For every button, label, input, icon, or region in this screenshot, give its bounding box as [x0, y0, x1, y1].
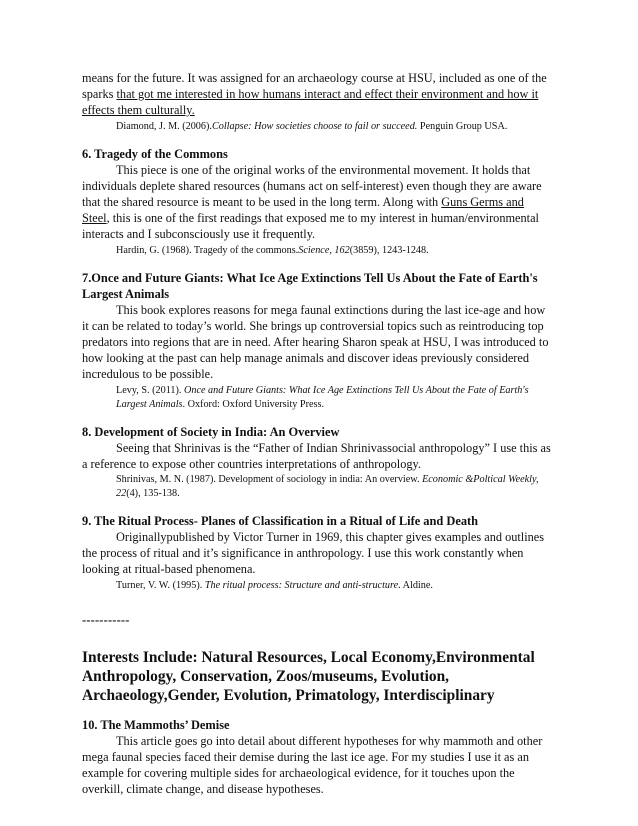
citation-shrinivas — [82, 473, 552, 501]
citation-diamond — [82, 120, 552, 134]
interests-heading: Interests Include: Natural Resources, Local Economy,Environmental Anthropology, Conservation, Zoos/museums, Evolution, Archaeology,Gender, Evolution, Primatology, Interdisciplinary — [82, 648, 535, 704]
section-heading-9: 9. The Ritual Process- Planes of Classification in a Ritual of Life and Death — [82, 514, 479, 529]
section-body-9: Originallypublished by Victor Turner in 1969, this chapter gives examples and outlines the process of ritual and it’s significance in anthropology. I use this work constantly when looking at ritual-based phenomena. — [82, 530, 545, 577]
citation-text: Hardin, G. (1968). Tragedy of the commons. — [116, 244, 299, 256]
citation-publisher: . Aldine. — [398, 579, 433, 591]
citation-title: Once and Future Giants: What Ice Age Extinctions Tell Us About the Fate of Earth's Largest Animals — [116, 384, 529, 410]
citation-turner — [82, 579, 552, 593]
citation-title: The ritual process: Structure and anti-structure — [204, 579, 399, 591]
citation-pages: (4), 135-138. — [126, 488, 180, 500]
intro-paragraph — [82, 70, 552, 119]
citation-journal: Economic &Poltical Weekly, 22 — [116, 474, 539, 500]
separator: ----------- — [82, 612, 130, 627]
intro-underlined-text: that got me interested in how humans interact and effect their environment and how it effects them culturally. — [82, 87, 539, 118]
body-text: , this is one of the first readings that exposed me to my interest in human/environmental interacts and I subconsciously use it frequently. — [82, 211, 539, 242]
citation-text: Shrinivas, M. N. (1987). Development of sociology in india: An overview. — [116, 474, 423, 486]
citation-journal: Science, 162 — [298, 244, 350, 256]
document-page — [82, 70, 552, 797]
citation-text: Diamond, J. M. (2006). — [116, 120, 212, 132]
citation-title: Collapse: How societies choose to fail or succeed. — [211, 120, 418, 132]
section-body-7: This book explores reasons for mega faunal extinctions during the last ice-age and how it can be related to today’s world. She brings up controversial topics such as reintroducing top predators into regions that are in need. After hearing Sharon speak at HSU, I was introduced to how looking at the past can help manage animals and discover ideas previously considered incredulous to be possible. — [82, 302, 549, 382]
section-body-6 — [82, 162, 552, 243]
citation-hardin — [82, 244, 552, 258]
section-heading-8: 8. Development of Society in India: An Overview — [82, 424, 340, 439]
section-body-10: This article goes go into detail about different hypotheses for why mammoth and other mega faunal species faced their demise during the last ice age. For my studies I use it as an example for covering multiple sides for archaeological evidence, for it touches upon the overkill, climate change, and disease hypotheses. — [82, 733, 543, 797]
section-body-8: Seeing that Shrinivas is the “Father of Indian Shrinivassocial anthropology” I use this as a reference to expose other countries interpretations of anthropology. — [82, 440, 551, 471]
citation-text: Turner, V. W. (1995). — [116, 579, 205, 591]
underlined-title: Guns Germs and Steel — [82, 195, 524, 226]
section-heading-10: 10. The Mammoths’ Demise — [82, 717, 230, 732]
citation-text: Levy, S. (2011). — [116, 384, 184, 396]
body-text: This piece is one of the original works of the environmental movement. It holds that individuals deplete shared resources (humans act on self-interest) even though they are aware that the shared resource is meant to be used in the long term. Along with — [82, 162, 542, 210]
intro-text: means for the future. It was assigned for an archaeology course at HSU, included as one of the sparks — [82, 71, 547, 102]
citation-publisher: Penguin Group USA. — [417, 120, 508, 132]
section-heading-7: 7.Once and Future Giants: What Ice Age Extinctions Tell Us About the Fate of Earth's Largest Animals — [82, 270, 538, 301]
citation-publisher: . Oxford: Oxford University Press. — [182, 398, 324, 410]
citation-levy — [82, 384, 552, 412]
citation-pages: (3859), 1243-1248. — [349, 244, 429, 256]
section-heading-6: 6. Tragedy of the Commons — [82, 146, 228, 161]
